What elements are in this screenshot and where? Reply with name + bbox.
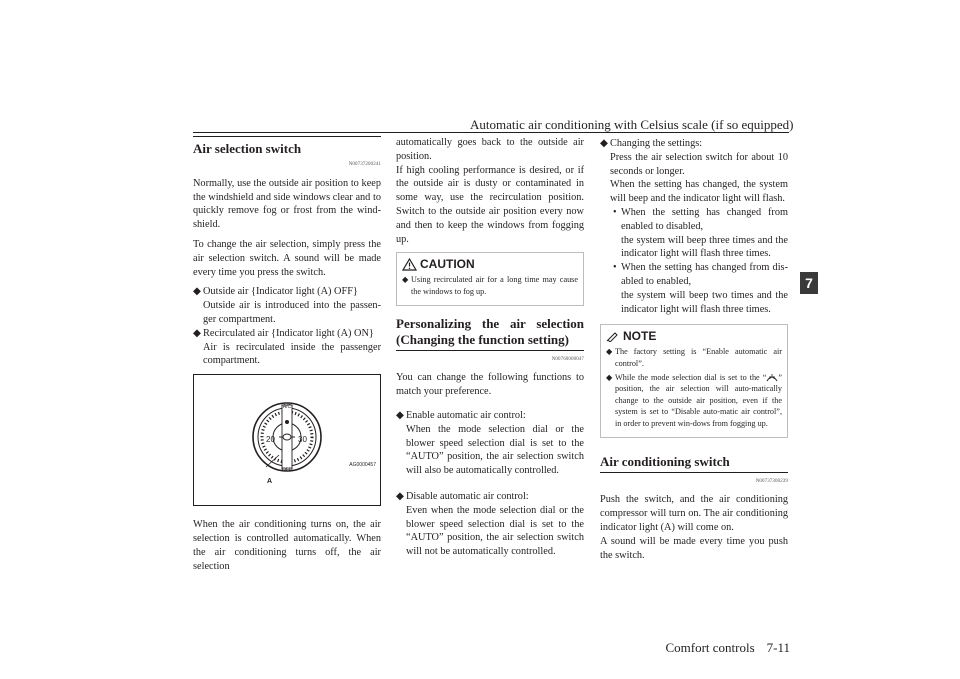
dial-label-20: 20 bbox=[266, 435, 275, 445]
svg-text:OFF: OFF bbox=[282, 467, 292, 474]
bullet-diamond-icon: ◆ bbox=[402, 275, 409, 285]
sub-bullet-marker: • bbox=[613, 262, 617, 274]
paragraph: Push the switch, and the air conditioning compressor will turn on. The air conditioning indicator light (A) will come on. bbox=[600, 494, 788, 533]
left-column bbox=[193, 136, 381, 579]
note-text: ” position, the air selection will auto-matically change to the outside air position, even if the system is set to “Disable auto-matic air control”, in order to prevent win-dows from fogging up. bbox=[615, 372, 782, 428]
sub-item-result: the system will beep three times and the indicator light will flash three times. bbox=[621, 234, 788, 260]
note-pencil-icon bbox=[606, 330, 620, 342]
note-title bbox=[606, 329, 782, 343]
air-selection-dial-figure bbox=[193, 374, 381, 506]
section-code: N00760000047 bbox=[551, 356, 584, 362]
bullet-diamond-icon: ◆ bbox=[193, 327, 201, 339]
defroster-mode-icon bbox=[766, 373, 778, 382]
list-item-label: Recirculated air {Indicator light (A) ON} bbox=[203, 327, 374, 339]
header-rule bbox=[193, 132, 789, 133]
list-item-label: Changing the settings: bbox=[610, 138, 703, 149]
list-item-text: Outside air is introduced into the passen-ger compartment. bbox=[203, 300, 381, 325]
middle-column bbox=[396, 136, 584, 559]
bullet-diamond-icon: ◆ bbox=[606, 372, 613, 382]
paragraph: When the air conditioning turns on, the air selection is controlled automatically. When the air conditioning turns off, the air selection bbox=[193, 519, 381, 572]
svg-text:A/C: A/C bbox=[282, 404, 292, 411]
section-heading-air-selection: Air selection switch bbox=[193, 136, 381, 157]
bullet-diamond-icon: ◆ bbox=[606, 347, 613, 357]
sub-item-condition: When the setting has changed from dis-abled to enabled, bbox=[621, 262, 788, 287]
bullet-diamond-icon: ◆ bbox=[396, 490, 404, 502]
section-code: N00737200241 bbox=[348, 162, 381, 167]
page-header-title: Automatic air conditioning with Celsius scale (if so equipped) bbox=[470, 117, 794, 132]
paragraph: To change the air selection, simply press the air selection switch. A sound will be made every time you press the switch. bbox=[193, 238, 381, 278]
caution-box bbox=[396, 252, 584, 305]
sub-item bbox=[610, 206, 788, 261]
bullet-diamond-icon: ◆ bbox=[396, 409, 404, 421]
list-item-text: Press the air selection switch for about 10 seconds or longer. bbox=[610, 151, 788, 177]
sub-item bbox=[610, 261, 788, 316]
caution-title-text: CAUTION bbox=[420, 257, 475, 272]
warning-triangle-icon bbox=[402, 258, 417, 271]
climate-dial-illustration bbox=[194, 375, 380, 505]
right-column bbox=[600, 137, 788, 568]
paragraph: Normally, use the outside air position to keep the windshield and side windows clear and to quickly remove fog or frost from the wind-shield. bbox=[193, 177, 381, 231]
paragraph: You can change the following functions to match your preference. bbox=[396, 372, 584, 398]
list-item bbox=[600, 137, 788, 316]
note-text: The factory setting is “Enable automatic air control”. bbox=[615, 347, 782, 368]
figure-callout-a: A bbox=[267, 478, 273, 486]
paragraph: If high cooling performance is desired, or if the outside air is dusty or contaminated in some way, use the recirculation position. Switch to the outside air position every now and then to keep the windows from fogging up. bbox=[396, 164, 584, 245]
dial-label-30: 30 bbox=[298, 435, 307, 445]
list-item bbox=[193, 285, 381, 326]
note-box bbox=[600, 324, 788, 437]
note-item bbox=[606, 346, 782, 369]
sub-bullet-marker: • bbox=[613, 206, 617, 218]
list-item-text: Even when the mode selection dial or the blower speed selection dial is set to the “AUTO” position, the air selection switch will not be automatically controlled. bbox=[406, 504, 584, 558]
footer-page-number: 7-11 bbox=[766, 640, 790, 655]
section-code: N00737300239 bbox=[755, 478, 788, 484]
sub-item-result: the system will beep two times and the indicator light will flash three times. bbox=[621, 289, 788, 315]
page-footer bbox=[600, 640, 790, 656]
section-heading-personalizing: Personalizing the air selection (Changing the function setting) bbox=[396, 315, 584, 347]
note-item bbox=[606, 372, 782, 430]
footer-section: Comfort controls bbox=[665, 640, 755, 655]
list-item bbox=[193, 327, 381, 368]
list-item bbox=[396, 490, 584, 559]
note-text-prefix: While the mode selection dial is set to the “ bbox=[615, 372, 767, 382]
list-item-label: Disable automatic air control: bbox=[406, 490, 529, 502]
paragraph: A sound will be made every time you push the switch. bbox=[600, 535, 788, 561]
caution-item bbox=[402, 274, 578, 297]
list-item-label: Outside air {Indicator light (A) OFF} bbox=[203, 286, 358, 298]
list-item-label: Enable automatic air control: bbox=[406, 409, 526, 421]
section-heading-air-conditioning-switch: Air conditioning switch bbox=[600, 453, 730, 469]
list-item-text: When the setting has changed, the system will beep and the indicator light will flash. bbox=[610, 179, 788, 205]
note-title-text: NOTE bbox=[623, 329, 657, 344]
sub-item-condition: When the setting has changed from enabled to disabled, bbox=[621, 206, 788, 232]
list-item-text: When the mode selection dial or the blower speed selection dial is set to the “AUTO” position, the air selection switch will also be automatically controlled. bbox=[406, 423, 584, 477]
list-item bbox=[396, 409, 584, 478]
figure-code: AG0000457 bbox=[349, 462, 376, 469]
bullet-diamond-icon: ◆ bbox=[193, 286, 201, 298]
chapter-tab: 7 bbox=[800, 272, 818, 294]
bullet-diamond-icon: ◆ bbox=[600, 138, 608, 149]
paragraph: automatically goes back to the outside air position. bbox=[396, 137, 584, 162]
caution-text: Using recirculated air for a long time may cause the windows to fog up. bbox=[411, 275, 578, 296]
list-item-text: Air is recirculated inside the passenger compartment. bbox=[203, 341, 381, 367]
caution-title bbox=[402, 257, 578, 271]
